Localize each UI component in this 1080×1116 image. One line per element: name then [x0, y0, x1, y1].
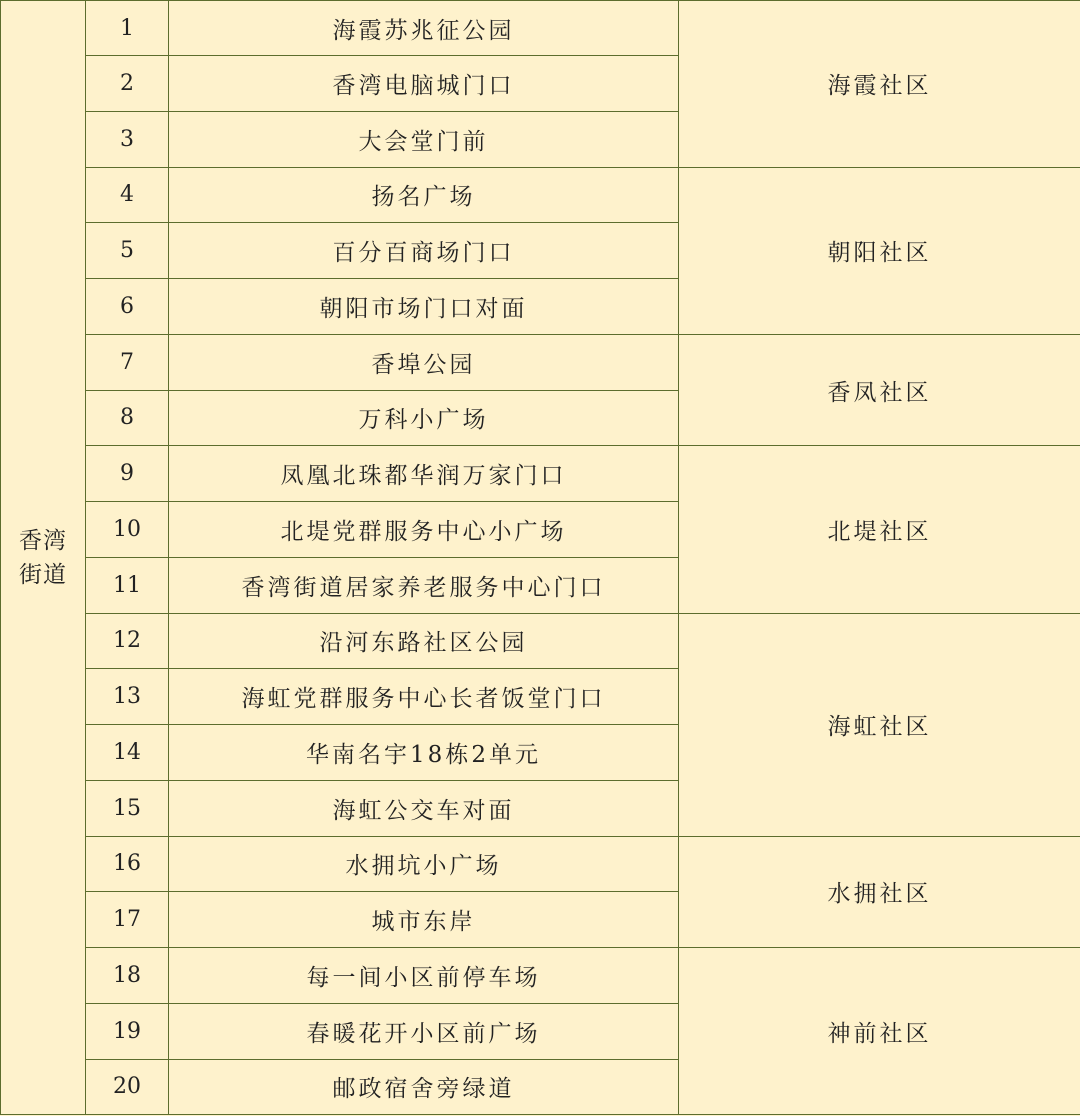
- site-number-cell: 5: [86, 223, 169, 279]
- site-number-cell: 10: [86, 502, 169, 558]
- site-location-cell: 北堤党群服务中心小广场: [169, 502, 679, 558]
- site-number-cell: 14: [86, 725, 169, 781]
- site-location-cell: 朝阳市场门口对面: [169, 279, 679, 335]
- table-row: [1, 613, 1080, 669]
- table-row: [1, 446, 1080, 502]
- site-location-cell: 城市东岸: [169, 892, 679, 948]
- site-location-cell: 海虹公交车对面: [169, 780, 679, 836]
- site-location-cell: 大会堂门前: [169, 111, 679, 167]
- site-number-cell: 3: [86, 111, 169, 167]
- site-location-cell: 香湾街道居家养老服务中心门口: [169, 557, 679, 613]
- community-name-cell: 海霞社区: [679, 1, 1080, 168]
- community-name-cell: 海虹社区: [679, 613, 1080, 836]
- site-number-cell: 17: [86, 892, 169, 948]
- table-row: [1, 836, 1080, 892]
- site-number-cell: 20: [86, 1059, 169, 1115]
- site-location-cell: 凤凰北珠都华润万家门口: [169, 446, 679, 502]
- site-location-cell: 香埠公园: [169, 334, 679, 390]
- table-body: [1, 1, 1080, 1115]
- site-location-cell: 邮政宿舍旁绿道: [169, 1059, 679, 1115]
- site-number-cell: 2: [86, 56, 169, 112]
- site-number-cell: 4: [86, 167, 169, 223]
- site-location-cell: 春暖花开小区前广场: [169, 1003, 679, 1059]
- site-number-cell: 6: [86, 279, 169, 335]
- site-location-cell: 香湾电脑城门口: [169, 56, 679, 112]
- site-location-cell: 万科小广场: [169, 390, 679, 446]
- site-location-cell: 海霞苏兆征公园: [169, 1, 679, 56]
- table-row: [1, 167, 1080, 223]
- site-number-cell: 1: [86, 1, 169, 56]
- site-location-cell: 扬名广场: [169, 167, 679, 223]
- site-number-cell: 11: [86, 557, 169, 613]
- site-location-cell: 水拥坑小广场: [169, 836, 679, 892]
- table-row: [1, 334, 1080, 390]
- site-location-cell: 沿河东路社区公园: [169, 613, 679, 669]
- site-number-cell: 13: [86, 669, 169, 725]
- table-row: [1, 1, 1080, 56]
- site-number-cell: 7: [86, 334, 169, 390]
- site-number-cell: 12: [86, 613, 169, 669]
- street-name-line: 街道: [19, 561, 67, 588]
- site-number-cell: 8: [86, 390, 169, 446]
- table-row: [1, 948, 1080, 1004]
- community-name-cell: 神前社区: [679, 948, 1080, 1115]
- site-location-cell: 海虹党群服务中心长者饭堂门口: [169, 669, 679, 725]
- street-name-cell: [1, 1, 86, 1115]
- site-location-cell: 百分百商场门口: [169, 223, 679, 279]
- site-number-cell: 15: [86, 780, 169, 836]
- community-name-cell: 北堤社区: [679, 446, 1080, 613]
- site-number-cell: 19: [86, 1003, 169, 1059]
- community-name-cell: 朝阳社区: [679, 167, 1080, 334]
- site-number-cell: 9: [86, 446, 169, 502]
- site-location-cell: 华南名宇18栋2单元: [169, 725, 679, 781]
- street-name-line: 香湾: [19, 527, 67, 554]
- site-location-cell: 每一间小区前停车场: [169, 948, 679, 1004]
- community-name-cell: 水拥社区: [679, 836, 1080, 948]
- site-number-cell: 16: [86, 836, 169, 892]
- community-name-cell: 香凤社区: [679, 334, 1080, 446]
- site-number-cell: 18: [86, 948, 169, 1004]
